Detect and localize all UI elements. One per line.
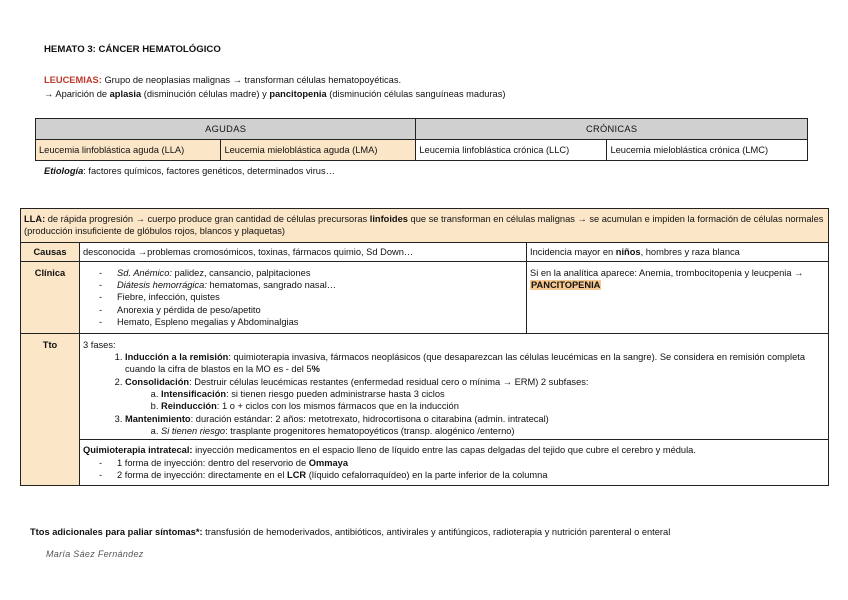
subphase-text: : si tienen riesgo pueden administrarse hasta 3 ciclos	[226, 389, 445, 400]
leucemias-text: Grupo de neoplasias malignas → transforman células hematopoyéticas.	[101, 75, 402, 85]
forma-item	[117, 469, 825, 481]
clinica-item-text: Fiebre, infección, quistes	[117, 292, 220, 303]
leukemia-types-table	[35, 118, 808, 161]
leucemias-definition	[44, 73, 505, 87]
clinica-list	[83, 267, 523, 328]
analitica-cell	[527, 261, 829, 333]
clinica-item	[117, 304, 523, 316]
ninos-term: niños	[615, 246, 641, 257]
incidencia-post: , hombres y raza blanca	[640, 246, 740, 257]
additional-treatments	[30, 527, 670, 537]
cronicas-header: CRÓNICAS	[416, 119, 808, 140]
tto-phases-list	[83, 351, 825, 437]
forma-text: 2 forma de inyección: directamente en el	[117, 469, 288, 480]
lla-label: LLA:	[24, 214, 46, 224]
lcr-term: LCR	[287, 469, 307, 480]
forma-text: 1 forma de inyección: dentro del reservorio de	[117, 457, 309, 468]
subphase-text: : trasplante progenitores hematopoyéticos (transp. alogénico /enterno)	[225, 425, 515, 436]
agudas-header: AGUDAS	[36, 119, 416, 140]
additional-treatments-text: transfusión de hemoderivados, antibióticos, antivirales y antifúngicos, radioterapia y nutrición parenteral o enteral	[202, 527, 671, 537]
clinica-item-text: palidez, cansancio, palpitaciones	[171, 267, 311, 278]
clinica-item-text: hematomas, sangrado nasal…	[206, 280, 337, 291]
phase-consolidacion	[125, 376, 825, 413]
phase-pct: %	[311, 364, 320, 375]
lla-text2: que se transforman en células malignas → se acumulan e impiden la formación de células normales (producción insuficiente de glóbulos rojos, blancos y plaquetas)	[24, 214, 824, 237]
clinica-item-text: Anorexia y pérdida de peso/apetito	[117, 304, 261, 315]
phase-text: : Destruir células leucémicas restantes (enfermedad residual cero o mínima → ERM) 2 subfases:	[189, 376, 589, 387]
subphases-list	[125, 388, 825, 413]
clinica-label: Clínica	[21, 261, 80, 333]
phase-title: Consolidación	[125, 376, 190, 387]
phase-text: : duración estándar: 2 años: metotrexato, hidrocortisona o citarabina (admin. intratecal)	[190, 413, 549, 424]
subphase-title: Intensificación	[161, 389, 227, 400]
causas-text: desconocida →problemas cromosómicos, toxinas, fármacos quimio, Sd Down…	[80, 242, 527, 261]
subphases-list	[125, 425, 825, 437]
clinica-item-em: Sd. Anémico:	[117, 267, 172, 278]
clinica-list-cell	[80, 261, 527, 333]
aparicion-line	[44, 87, 505, 101]
tto-label: Tto	[21, 333, 80, 485]
causas-label: Causas	[21, 242, 80, 261]
intratecal-list	[83, 457, 825, 482]
analitica-text: Si en la analítica aparece: Anemia, trombocitopenia y leucpenia →	[530, 267, 804, 278]
phase-text: : quimioterapia invasiva, fármacos neoplásicos (que desaparezcan las células leucémicas en la sangre). Se considera en remisión completa cuando la cifra de blastos en la MO es - del 5	[125, 352, 806, 375]
clinica-item-em: Diátesis hemorrágica:	[117, 280, 207, 291]
lmc-cell: Leucemia mieloblástica crónica (LMC)	[607, 140, 808, 161]
phase-mantenimiento	[125, 413, 825, 438]
etiologia-line	[44, 166, 335, 176]
linfoides-term: linfoides	[369, 214, 408, 224]
subphase-text: : 1 o + ciclos con los mismos fármacos que en la inducción	[216, 401, 459, 412]
lla-text1: de rápida progresión → cuerpo produce gran cantidad de células precursoras	[45, 214, 370, 224]
etiologia-label: Etiología	[44, 166, 84, 176]
aplasia-term: aplasia	[109, 89, 142, 99]
author-signature: María Sáez Fernández	[46, 549, 144, 559]
pancitopenia-term: pancitopenia	[269, 89, 327, 99]
forma-text: (líquido cefalorraquídeo) en la parte inferior de la columna	[306, 469, 548, 480]
aplasia-desc: (disminución células madre) y	[141, 89, 270, 99]
clinica-item	[117, 291, 523, 303]
forma-item	[117, 457, 825, 469]
intro-section	[44, 73, 505, 101]
pancitopenia-desc: (disminución células sanguíneas maduras)	[326, 89, 506, 99]
incidencia-pre: Incidencia mayor en	[530, 246, 616, 257]
lla-table	[20, 208, 829, 486]
clinica-item	[117, 279, 523, 291]
ommaya-term: Ommaya	[308, 457, 349, 468]
subphase-riesgo	[161, 425, 825, 437]
intratecal-text: inyección medicamentos en el espacio lleno de líquido entre las capas delgadas del tejido que cubre el cerebro y médula.	[192, 445, 696, 456]
intratecal-cell	[80, 440, 829, 486]
subphase-em: Si tienen riesgo	[161, 425, 226, 436]
lma-cell: Leucemia mieloblástica aguda (LMA)	[221, 140, 416, 161]
llc-cell: Leucemia linfoblástica crónica (LLC)	[416, 140, 607, 161]
phase-title: Mantenimiento	[125, 413, 191, 424]
phase-induccion	[125, 351, 825, 376]
intratecal-definition	[83, 444, 825, 456]
phase-title: Inducción a la remisión	[125, 352, 229, 363]
tto-phases-cell	[80, 333, 829, 439]
clinica-item	[117, 267, 523, 279]
page-title: HEMATO 3: CÁNCER HEMATOLÓGICO	[44, 44, 221, 55]
lla-header	[21, 209, 829, 243]
pancitopenia-highlight: PANCITOPENIA	[531, 280, 601, 291]
leucemias-label: LEUCEMIAS:	[44, 75, 102, 85]
additional-treatments-label: Ttos adicionales para paliar síntomas*:	[30, 527, 203, 537]
clinica-item-text: Hemato, Espleno megalias y Abdominalgias	[117, 317, 299, 328]
subphase-title: Reinducción	[161, 401, 217, 412]
clinica-item	[117, 316, 523, 328]
arrow-prefix: → Aparición de	[44, 89, 110, 99]
subphase-reinduccion	[161, 400, 825, 412]
incidencia-cell	[527, 242, 829, 261]
subphase-intensificacion	[161, 388, 825, 400]
etiologia-text: : factores químicos, factores genéticos, determinados virus…	[83, 166, 335, 176]
lla-cell: Leucemia linfoblástica aguda (LLA)	[36, 140, 221, 161]
tto-intro: 3 fases:	[83, 339, 116, 350]
intratecal-title: Quimioterapia intratecal:	[83, 445, 193, 456]
